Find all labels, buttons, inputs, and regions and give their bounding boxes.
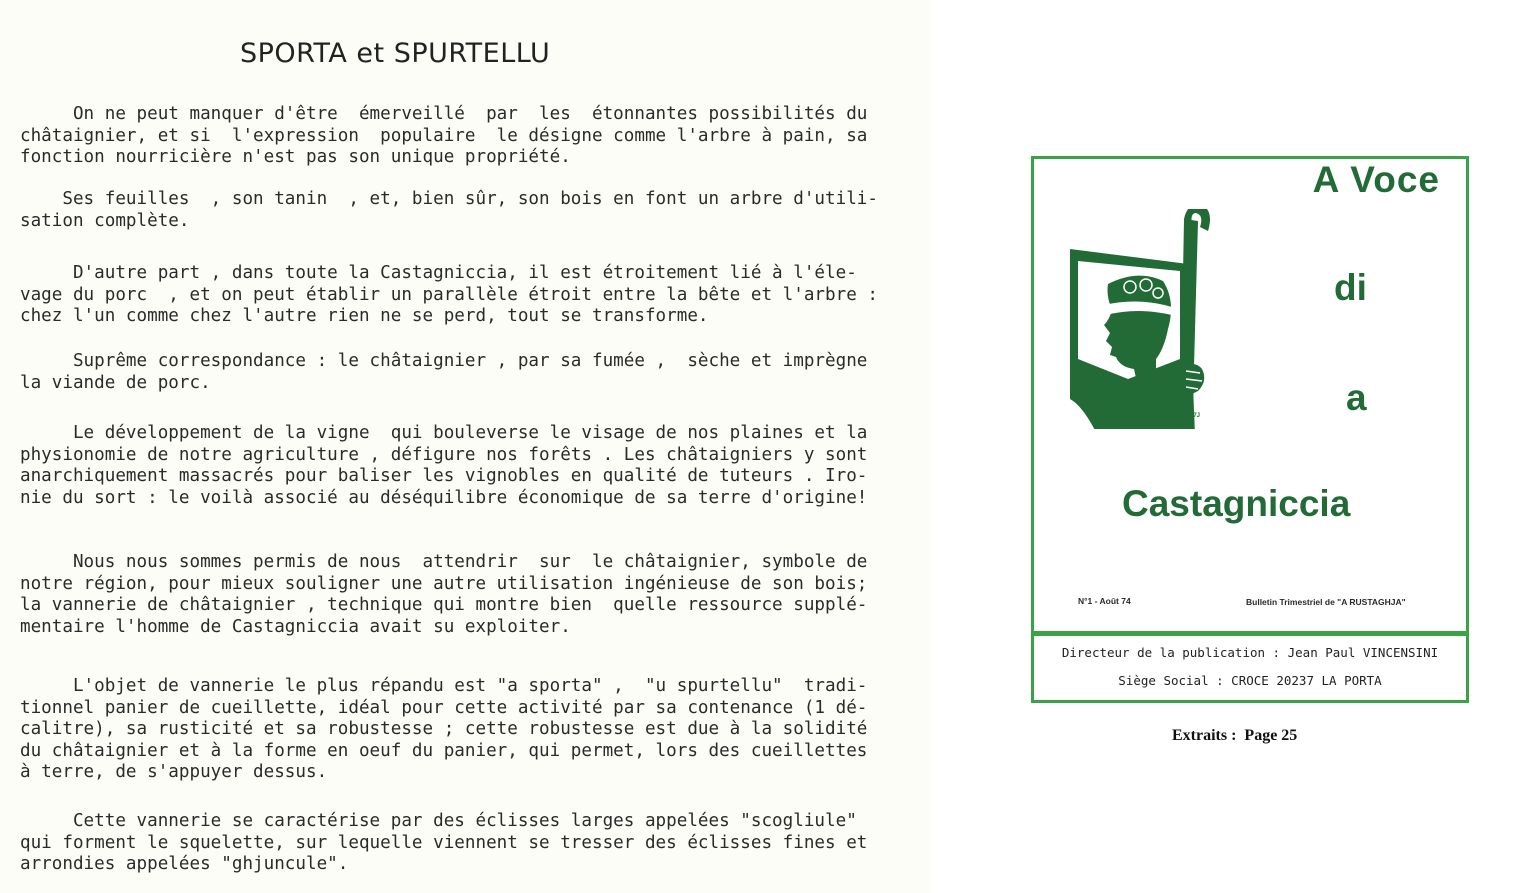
paragraph-8: Cette vannerie se caractérise par des éclisses larges appelées "scogliule" qui forment le squelette, sur lequelle viennent se tresser des éclisses fines et arrondies appelées "ghjuncule". bbox=[20, 811, 868, 874]
paragraph-3: D'autre part , dans toute la Castagniccia, il est étroitement lié à l'éle- vage du porc , et on peut établir un parallèle étroit entre la bête et l'arbre : chez l'un comme chez l'autre rien ne se perd, tout se transforme. bbox=[20, 263, 878, 326]
cover-issue: N°1 - Août 74 bbox=[1078, 596, 1131, 606]
cover-bulletin: Bulletin Trimestriel de "A RUSTAGHJA" bbox=[1246, 597, 1406, 607]
article-title: SPORTA et SPURTELLU bbox=[240, 38, 551, 69]
director-line: Directeur de la publication : Jean Paul VINCENSINI bbox=[1061, 645, 1439, 660]
paragraph-6: Nous nous sommes permis de nous attendrir sur le châtaignier, symbole de notre région, pour mieux souligner une autre utilisation ingénieuse de son bois; la vannerie de châtaignier , technique qui montre bien quelle ressource supplé- mentaire l'homme de Castagniccia avait su exploiter. bbox=[20, 552, 868, 637]
seat-line: Siège Social : CROCE 20237 LA PORTA bbox=[1118, 673, 1382, 688]
cover-place-name: Castagniccia bbox=[1122, 483, 1351, 524]
paragraph-2: Ses feuilles , son tanin , et, bien sûr, son bois en font un arbre d'utili- sation complète. bbox=[20, 189, 878, 231]
publication-credits bbox=[1031, 633, 1469, 703]
paragraph-1: On ne peut manquer d'être émerveillé par les étonnantes possibilités du châtaignier, et si l'expression populaire le désigne comme l'arbre à pain, sa fonction nourricière n'est pas son unique propriété. bbox=[20, 104, 868, 167]
paragraph-4: Suprême correspondance : le châtaignier , par sa fumée , sèche et imprègne la viande de porc. bbox=[20, 351, 868, 393]
cover-title: A Voce bbox=[1312, 159, 1440, 200]
extract-caption: Extraits : Page 25 bbox=[1172, 727, 1298, 744]
paragraph-7: L'objet de vannerie le plus répandu est "a sporta" , "u spurtellu" tradi- tionnel panier de cueillette, idéal pour cette activité par sa contenance (1 dé- calitre), sa rusticité et sa robustesse ; cette robustesse est due à la solidité du châtaignier et à la forme en oeuf du panier, qui permet, lors des cueillettes à terre, de s'appuyer dessus. bbox=[20, 676, 868, 782]
magazine-cover bbox=[1031, 156, 1469, 634]
paragraph-5: Le développement de la vigne qui bouleverse le visage de nos plaines et la physionomie de notre agriculture , défigure nos forêts . Les châtaigniers y sont anarchiquement massacrés pour baliser les vignobles en qualité de tuteurs . Iro- nie du sort : le voilà associé au déséquilibre économique de sa terre d'origine! bbox=[20, 423, 868, 508]
artist-mark: C7J bbox=[1189, 413, 1201, 419]
cover-word-a: a bbox=[1346, 377, 1367, 418]
cover-word-di: di bbox=[1334, 267, 1367, 308]
corsican-moor-head-flag-icon bbox=[1068, 209, 1238, 429]
